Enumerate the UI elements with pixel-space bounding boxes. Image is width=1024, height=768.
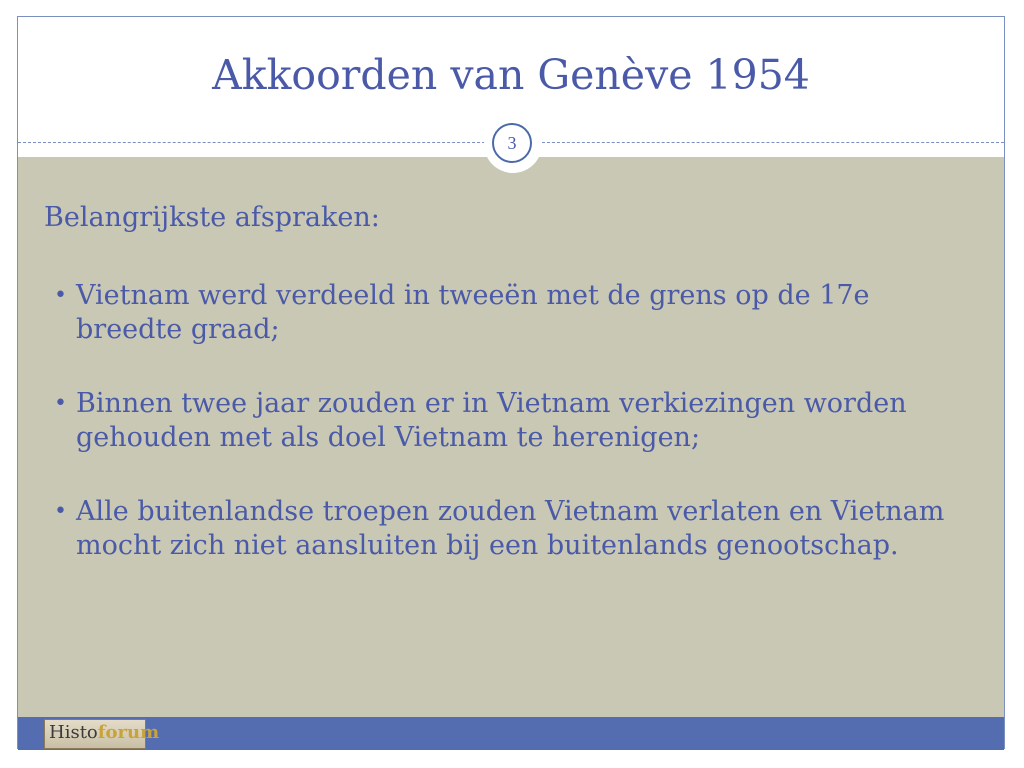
bullet-item	[44, 495, 974, 563]
logo-text-forum: forum	[97, 722, 160, 743]
slide-body	[44, 201, 974, 603]
page-number: 3	[492, 123, 532, 163]
intro-text: Belangrijkste afspraken:	[44, 202, 380, 233]
bullet-icon: •	[54, 283, 67, 308]
logo-text-histo: Histo	[49, 722, 98, 743]
slide	[17, 16, 1005, 749]
bullet-icon: •	[54, 391, 67, 416]
bullet-text: Vietnam werd verdeeld in tweeën met de grens op de 17e breedte graad;	[76, 280, 870, 345]
bullet-item	[44, 387, 974, 455]
bullet-text: Binnen twee jaar zouden er in Vietnam verkiezingen worden gehouden met als doel Vietnam te herenigen;	[76, 388, 907, 453]
bullet-text: Alle buitenlandse troepen zouden Vietnam verlaten en Vietnam mocht zich niet aansluiten bij een buitenlands genootschap.	[76, 496, 945, 561]
footer-bar	[18, 717, 1004, 750]
bullet-icon: •	[54, 499, 67, 524]
bullet-item	[44, 279, 974, 347]
slide-title: Akkoorden van Genève 1954	[212, 51, 810, 99]
histoforum-logo	[44, 719, 160, 749]
